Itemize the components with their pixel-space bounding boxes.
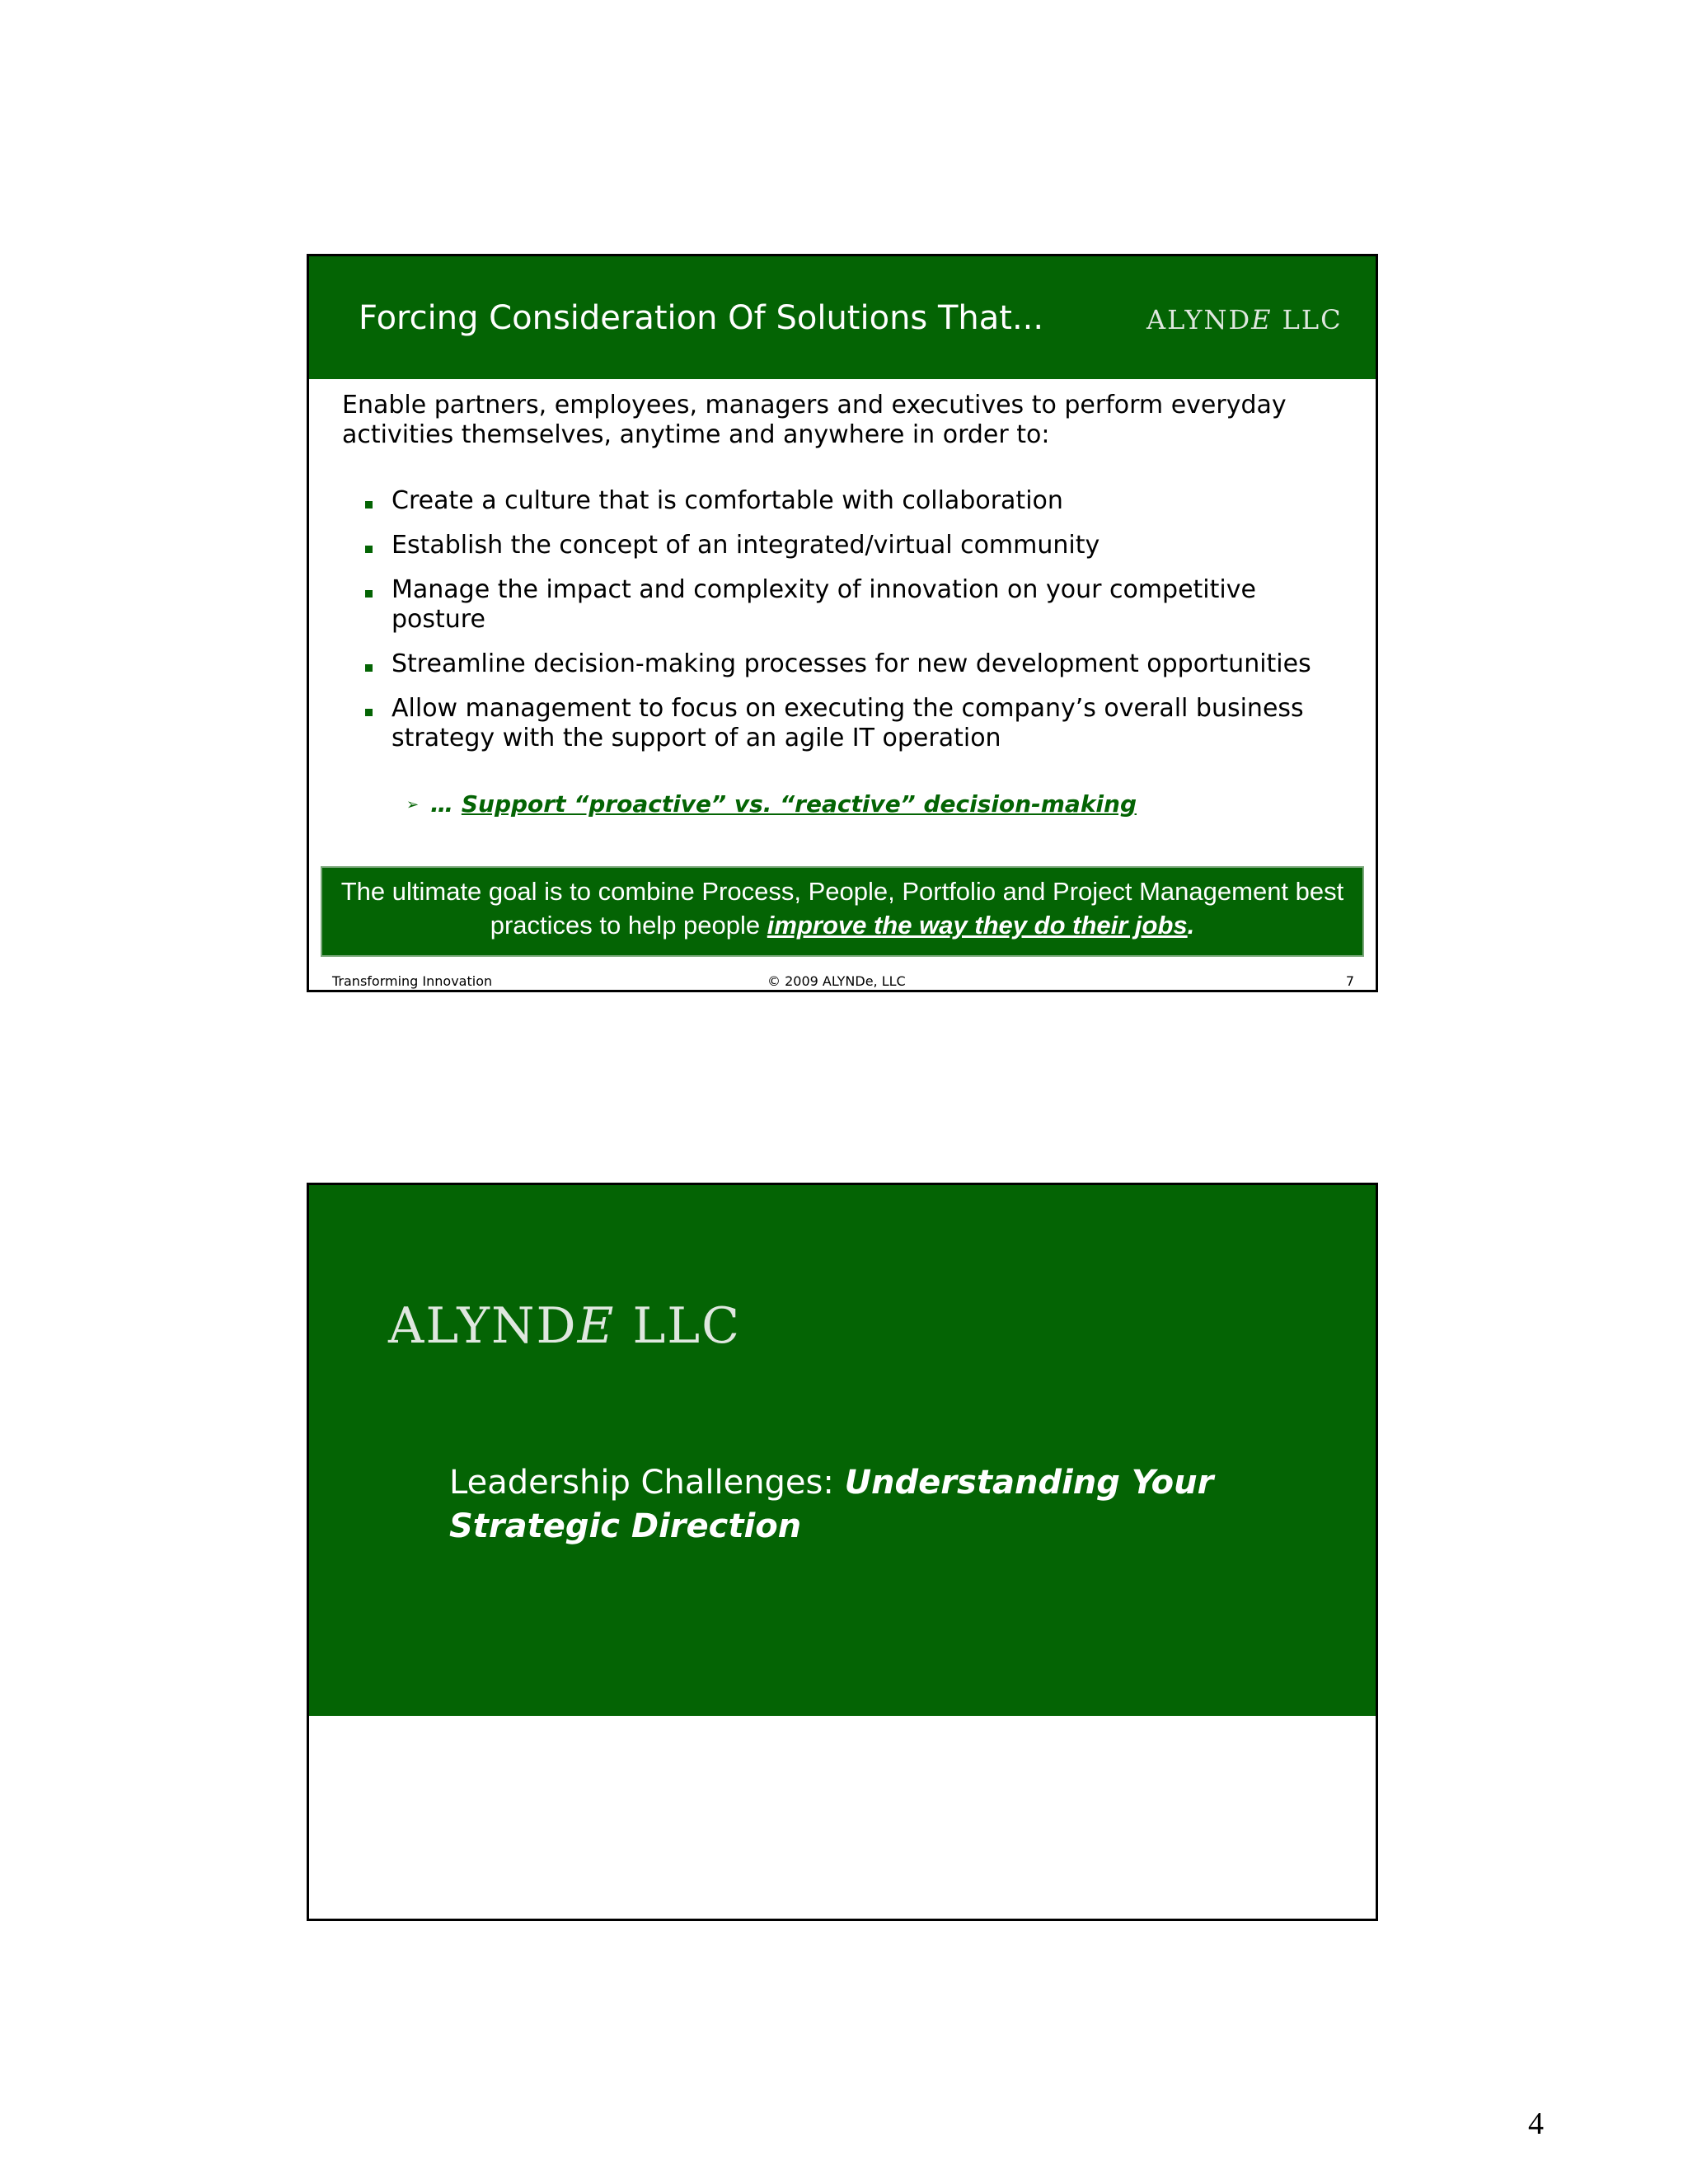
list-item: Manage the impact and complexity of innovation on your competitive posture bbox=[365, 575, 1338, 635]
list-item: Create a culture that is comfortable with collaboration bbox=[365, 486, 1338, 516]
brand-suffix: LLC bbox=[615, 1297, 742, 1355]
brand-suffix: LLC bbox=[1272, 304, 1343, 335]
arrow-bullet-icon: ➢ bbox=[406, 796, 420, 813]
slide-7 bbox=[307, 254, 1378, 992]
footer-left: Transforming Innovation bbox=[332, 973, 493, 989]
footer-slide-number: 7 bbox=[1345, 973, 1354, 989]
goal-emphasis: improve the way they do their jobs bbox=[767, 911, 1188, 940]
goal-callout bbox=[321, 866, 1364, 957]
list-item: Streamline decision-making processes for new development opportunities bbox=[365, 649, 1338, 679]
list-item: Allow management to focus on executing the company’s overall business strategy with the support of an agile IT operation bbox=[365, 694, 1338, 753]
bullet-list bbox=[365, 486, 1338, 768]
goal-text: The ultimate goal is to combine Process, People, Portfolio and Project Management best practices to help people bbox=[340, 877, 1344, 940]
section-slide bbox=[307, 1183, 1378, 1921]
footer-copyright: © 2009 ALYNDe, LLC bbox=[767, 973, 906, 989]
brand-e: E bbox=[577, 1297, 616, 1355]
brand-logo bbox=[388, 1297, 741, 1355]
brand-e: E bbox=[1251, 304, 1273, 335]
section-title-strong: Understanding Your Strategic Direction bbox=[449, 1464, 1214, 1545]
slide-header bbox=[309, 256, 1376, 379]
section-title bbox=[449, 1461, 1240, 1549]
list-item: Establish the concept of an integrated/virtual community bbox=[365, 531, 1338, 560]
sub-bullet-prefix: … bbox=[430, 790, 462, 818]
brand-main: ALYND bbox=[1146, 304, 1252, 335]
brand-logo bbox=[1146, 304, 1343, 335]
sub-bullet bbox=[406, 790, 1137, 818]
section-title-plain: Leadership Challenges: bbox=[449, 1464, 845, 1502]
page-number: 4 bbox=[1528, 2107, 1544, 2141]
intro-text: Enable partners, employees, managers and executives to perform everyday activities themselves, anytime and anywhere in order to: bbox=[342, 391, 1287, 449]
slide-title: Forcing Consideration Of Solutions That... bbox=[359, 299, 1044, 337]
brand-main: ALYND bbox=[388, 1297, 578, 1355]
goal-end: . bbox=[1187, 911, 1195, 940]
section-banner bbox=[309, 1185, 1376, 1716]
sub-bullet-text: Support “proactive” vs. “reactive” decision-making bbox=[461, 790, 1137, 818]
